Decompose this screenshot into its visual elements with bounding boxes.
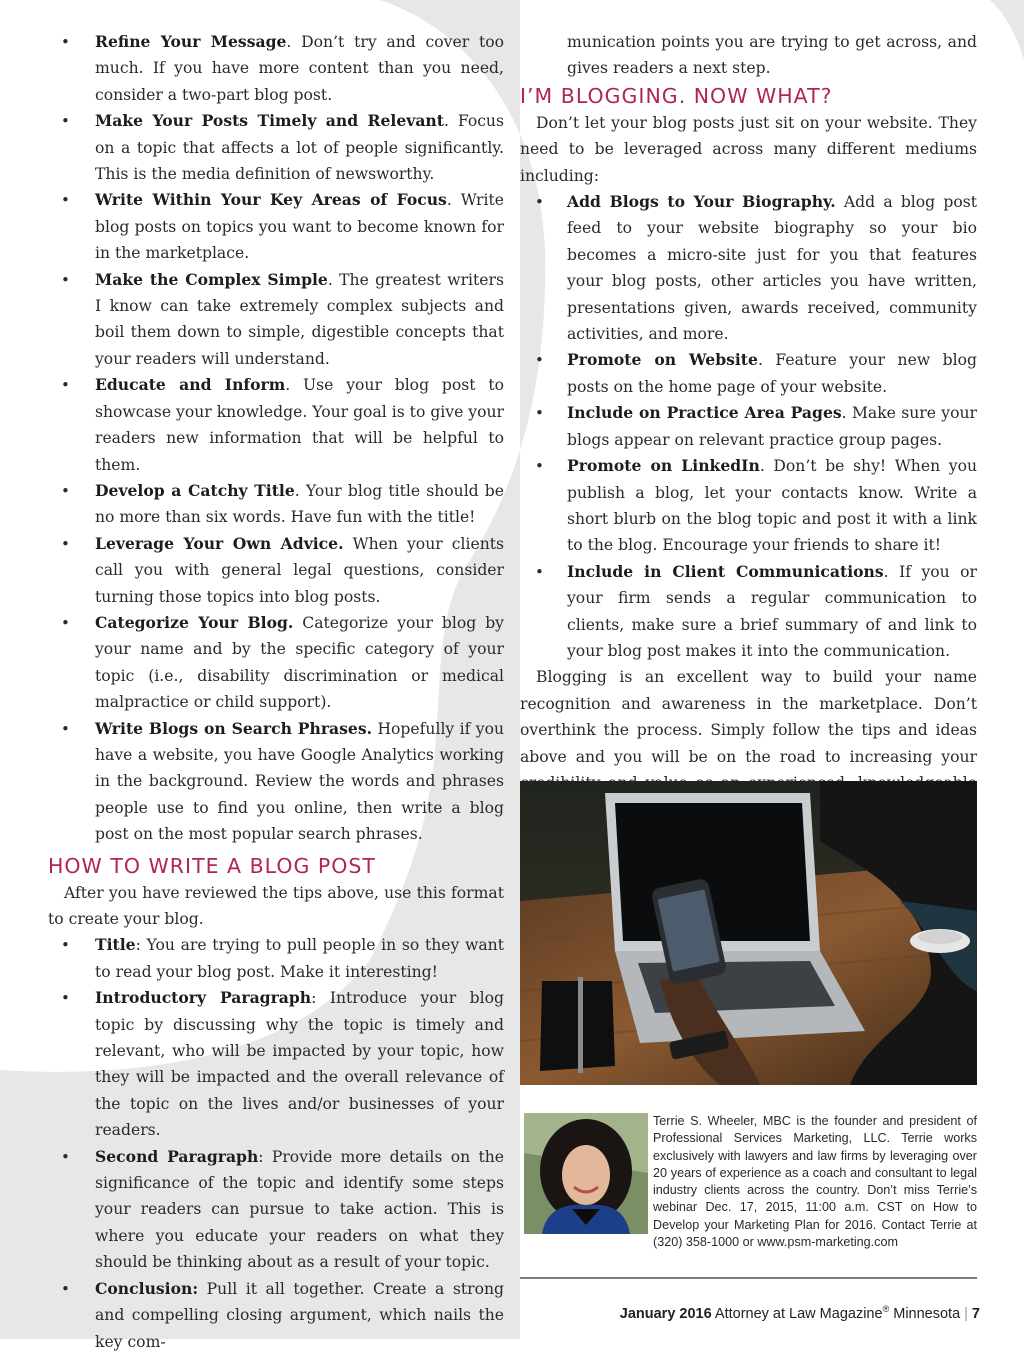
author-headshot	[524, 1113, 648, 1234]
promotion-item: • Add Blogs to Your Biography. Add a blog post feed to your website biography so your bio becomes a micro-site just for you that features your blog posts, other articles you have written, presentations given, awards received, community activities, and more.	[520, 189, 977, 347]
footer-edition: Minnesota	[893, 1305, 961, 1322]
tip-item: • Educate and Inform. Use your blog post to showcase your knowledge. Your goal is to give your readers new information that will be helpful to them.	[48, 372, 504, 478]
registered-mark: ®	[882, 1304, 890, 1314]
right-column	[520, 29, 977, 849]
tip-item: • Make the Complex Simple. The greatest writers I know can take extremely complex subjects and boil them down to simple, digestible concepts that your readers will understand.	[48, 267, 504, 373]
blogging-heading: I’M BLOGGING. NOW WHAT?	[520, 83, 833, 108]
tip-item: • Write Within Your Key Areas of Focus. Write blog posts on topics you want to become known for in the marketplace.	[48, 187, 504, 266]
closing-paragraph: Blogging is an excellent way to build your name recognition and awareness in the marketplace. Don’t overthink the process. Simply follow the tips and ideas above and you will be on the road to increasing your	[520, 668, 977, 766]
format-list	[48, 932, 504, 1355]
blogging-intro: Don’t let your blog posts just sit on your website. They need to be leveraged across many different mediums including:	[520, 113, 977, 185]
tip-item: • Refine Your Message. Don’t try and cover too much. If you have more content than you need, consider a two-part blog post.	[48, 29, 504, 108]
promotion-item: • Promote on LinkedIn. Don’t be shy! When you publish a blog, let your contacts know. Write a short blurb on the blog topic and post it with a link to the blog. Encourage your friends to share it!	[520, 453, 977, 559]
tip-item: • Categorize Your Blog. Categorize your blog by your name and by the specific category of your topic (i.e., disability discrimination or medical malpractice or child support).	[48, 610, 504, 716]
tip-item: • Leverage Your Own Advice. When your clients call you with general legal questions, consider turning those topics into blog posts.	[48, 531, 504, 610]
promotion-item: • Include in Client Communications. If you or your firm sends a regular communication to clients, make sure a brief summary of and link to your blog post makes it into the communication.	[520, 559, 977, 665]
laptop-phone-photo	[520, 781, 977, 1085]
left-column	[48, 29, 504, 1355]
format-item: • Second Paragraph: Provide more details on the significance of the topic and identify some steps your readers can pursue to take action. This is where you educate your readers on what they should be thinking about as a result of your topic.	[48, 1144, 504, 1276]
format-item: • Title: You are trying to pull people in so they want to read your blog post. Make it interesting!	[48, 932, 504, 985]
footer-magazine: Attorney at Law Magazine	[714, 1305, 883, 1322]
tips-list	[48, 29, 504, 848]
how-to-intro: After you have reviewed the tips above, use this format to create your blog.	[48, 883, 504, 928]
how-to-heading: HOW TO WRITE A BLOG POST	[48, 853, 376, 878]
format-item: • Introductory Paragraph: Introduce your blog topic by discussing why the topic is timely and relevant, who will be impacted by your topic, how they will be impacted and the overall relevance of the topic on the lives and/or businesses of your readers.	[48, 985, 504, 1143]
bio-divider	[520, 1277, 977, 1279]
tip-item: • Write Blogs on Search Phrases. Hopefully if you have a website, you have Google Analytics working in the background. Review the words and phrases people use to find you online, then write a blog post on the most popular search phrases.	[48, 716, 504, 848]
page-number: 7	[971, 1305, 980, 1322]
promotion-item: • Promote on Website. Feature your new blog posts on the home page of your website.	[520, 347, 977, 400]
promotion-item: • Include on Practice Area Pages. Make sure your blogs appear on relevant practice group pages.	[520, 400, 977, 453]
author-bio	[520, 1113, 977, 1251]
promotion-list	[520, 189, 977, 664]
bio-text: Terrie S. Wheeler, MBC is the founder and president of Professional Services Marketing, LLC. Terrie works exclusively with lawyers and law firms by leveraging over 20 years of experience as a coach and consultant to legal industry clients across the country. Don’t miss Terrie’s webinar Dec. 17, 2015, 11:00 a.m. CST on How to Develop your Marketing Plan for 2016. Contact Terrie at (320) 358-1000 or www.psm-marketing.com	[653, 1114, 977, 1250]
footer-date: January 2016	[619, 1305, 712, 1322]
format-item: • Conclusion: Pull it all together. Create a strong and compelling closing argument, which nails the key com-	[48, 1276, 504, 1355]
tip-item: • Make Your Posts Timely and Relevant. Focus on a topic that affects a lot of people significantly. This is the media definition of newsworthy.	[48, 108, 504, 187]
footer-separator: |	[964, 1305, 968, 1322]
continued-text: munication points you are trying to get across, and gives readers a next step.	[567, 33, 977, 78]
page-footer	[620, 1304, 980, 1322]
tip-item: • Develop a Catchy Title. Your blog title should be no more than six words. Have fun with the title!	[48, 478, 504, 531]
